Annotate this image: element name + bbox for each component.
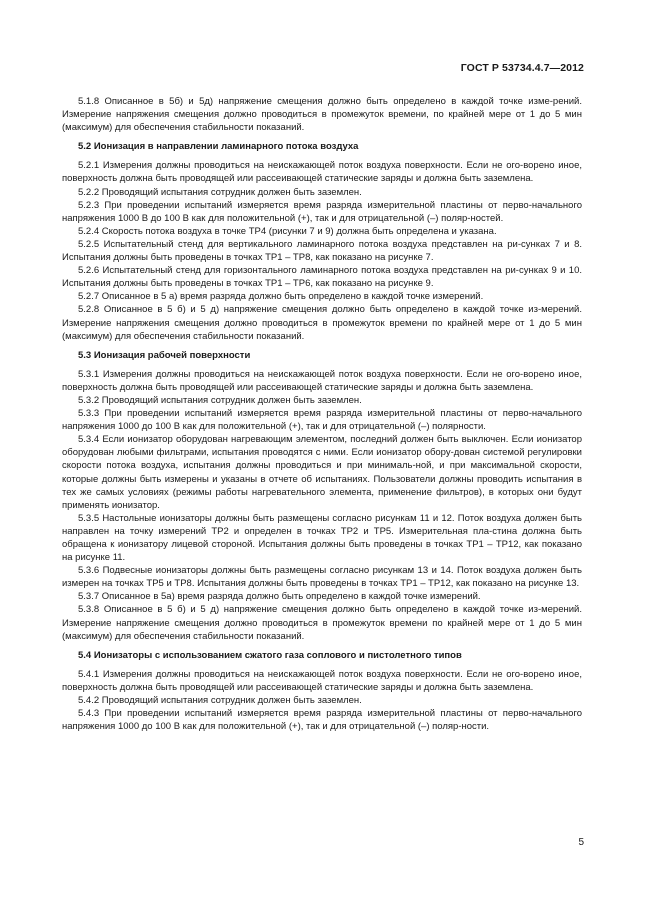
section-heading-5-3: 5.3 Ионизация рабочей поверхности <box>78 349 251 361</box>
paragraph-5-3-3: 5.3.3 При проведении испытаний измеряется время разряда измерительной пластины от перво-начального напряжения 1000 до 100 В как для положительной (+), так и для отрицательной (–) полярности. <box>62 408 582 433</box>
paragraph-5-3-1: 5.3.1 Измерения должны проводиться на неискажающей поток воздуха поверхности. Если не ого-ворено иное, поверхность должна быть проводящей или рассеивающей статические заряды и должна быть заземлена. <box>62 368 582 393</box>
paragraph-5-2-2: 5.2.2 Проводящий испытания сотрудник должен быть заземлен. <box>78 186 362 198</box>
paragraph-5-1-8: 5.1.8 Описанное в 5б) и 5д) напряжение смещения должно быть определено в каждой точке изме-рений. Измерение напряжения смещения должно проводиться в промежуток времени, по крайней мере от 1 до 5 мин (максимум) для обеспечения стабильности показаний. <box>62 96 582 134</box>
paragraph-5-3-8: 5.3.8 Описанное в 5 б) и 5 д) напряжение смещения должно быть определено в каждой точке из-мерений. Измерение напряжение смещения должно проводиться в промежуток времени по крайней мере от 1 до 5 мин (максимум) для обеспечения стабильности показаний. <box>62 604 582 642</box>
paragraph-5-4-1: 5.4.1 Измерения должны проводиться на неискажающей поток воздуха поверхности. Если не ого-ворено иное, поверхность должна быть проводящей или рассеивающей статические заряды и должна быть заземлена. <box>62 668 582 693</box>
paragraph-5-4-2: 5.4.2 Проводящий испытания сотрудник должен быть заземлен. <box>78 695 362 707</box>
section-heading-5-2: 5.2 Ионизация в направлении ламинарного потока воздуха <box>78 141 359 153</box>
paragraph-5-4-3: 5.4.3 При проведении испытаний измеряется время разряда измерительной пластины от перво-начального напряжения 1000 до 100 В как для положительной (+), так и для отрицательной (–) поляр-ности. <box>62 708 582 733</box>
paragraph-5-3-5: 5.3.5 Настольные ионизаторы должны быть размещены согласно рисункам 11 и 12. Поток воздуха должен быть направлен на точку измерений TP2 и определен в точках TP2 и TP5. Измерительная пла-стина должна быть обращена к ионизатору лицевой стороной. Испытания должны быть проведены в точках TP1 – TP12, как показано на рисунке 11. <box>62 512 582 564</box>
paragraph-5-3-2: 5.3.2 Проводящий испытания сотрудник должен быть заземлен. <box>78 394 362 406</box>
paragraph-5-2-3: 5.2.3 При проведении испытаний измеряется время разряда измерительной пластины от перво-начального напряжения 1000 В до 100 В как для положительной (+), так и для отрицательной (–) поляр-ностей. <box>62 199 582 224</box>
paragraph-5-3-4: 5.3.4 Если ионизатор оборудован нагревающим элементом, последний должен быть выключен. Если ионизатор оборудован любыми фильтрами, испытания проводятся с ними. Если ионизатор обору-дован системой регулировки скорости потока воздуха, испытания должны проводиться и при минималь-ной, и при максимальной скорости, которые должны быть измерены и указаны в отчете об испытаниях. Пользователи должны проводить испытания в тех же самых условиях (режимы работы нагревательного элемента, применение фильтров), в которых они будут применять ионизатор. <box>62 434 582 511</box>
document-body <box>62 95 582 733</box>
document-id: ГОСТ Р 53734.4.7—2012 <box>460 62 584 74</box>
page-number: 5 <box>578 837 584 848</box>
paragraph-5-3-7: 5.3.7 Описанное в 5а) время разряда должно быть определено в каждой точке измерений. <box>78 591 481 603</box>
paragraph-5-2-7: 5.2.7 Описанное в 5 а) время разряда должно быть определено в каждой точке измерений. <box>78 291 484 303</box>
paragraph-5-2-8: 5.2.8 Описанное в 5 б) и 5 д) напряжение смещения должно быть определено в каждой точке из-мерений. Измерение напряжения смещения должно проводиться в промежуток времени по крайней мере от 1 до 5 мин (максимум) для обеспечения стабильности показаний. <box>62 304 582 342</box>
paragraph-5-3-6: 5.3.6 Подвесные ионизаторы должны быть размещены согласно рисункам 13 и 14. Поток воздуха должен быть измерен на точках TP5 и TP8. Испытания должны быть проведены в точках TP1 – TP12, как показано на рисунке 13. <box>62 565 582 590</box>
paragraph-5-2-4: 5.2.4 Скорость потока воздуха в точке TP4 (рисунки 7 и 9) должна быть определена и указана. <box>78 225 497 237</box>
paragraph-5-2-6: 5.2.6 Испытательный стенд для горизонтального ламинарного потока воздуха представлен на ри-сунках 9 и 10. Испытания должны быть проведены в точках TP1 – TP6, как показано на рисунке 9. <box>62 265 582 290</box>
section-heading-5-4: 5.4 Ионизаторы с использованием сжатого газа соплового и пистолетного типов <box>78 649 462 661</box>
paragraph-5-2-5: 5.2.5 Испытательный стенд для вертикального ламинарного потока воздуха представлен на ри-сунках 7 и 8. Испытания должны быть проведены в точках TP1 – TP8, как показано на рисунке 7. <box>62 238 582 264</box>
paragraph-5-2-1: 5.2.1 Измерения должны проводиться на неискажающей поток воздуха поверхности. Если не ого-ворено иное, поверхность должна быть проводящей или рассеивающей статические заряды и должна быть заземлена. <box>62 160 582 185</box>
